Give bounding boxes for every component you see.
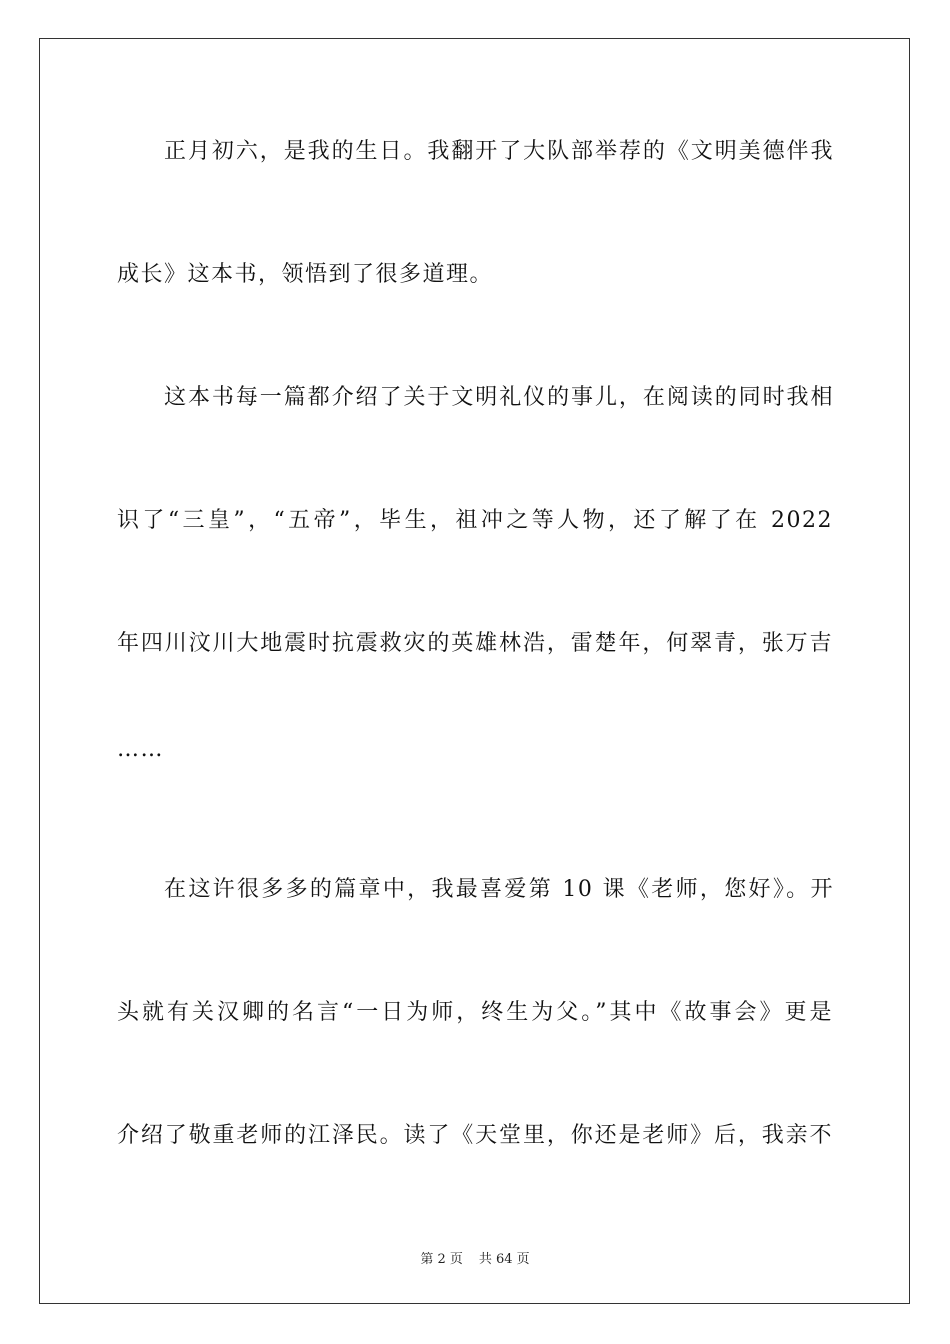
- paragraph-2-line-4: ……: [117, 737, 164, 762]
- paragraph-2-line-1: 这本书每一篇都介绍了关于文明礼仪的事儿，在阅读的同时我相: [164, 385, 834, 410]
- page-total: 共 64 页: [478, 1252, 530, 1267]
- paragraph-1-line-1: 正月初六，是我的生日。我翻开了大队部举荐的《文明美德伴我: [164, 139, 834, 164]
- paragraph-2-line-3: 年四川汶川大地震时抗震救灾的英雄林浩，雷楚年，何翠青，张万吉: [117, 631, 833, 656]
- paragraph-3-line-1: 在这许很多多的篇章中，我最喜爱第 10 课《老师，您好》。开: [164, 877, 834, 902]
- page-frame: [39, 38, 910, 1304]
- page-footer: [0, 1248, 950, 1267]
- page-number: 第 2 页: [420, 1252, 463, 1267]
- paragraph-1-line-2: 成长》这本书，领悟到了很多道理。: [117, 262, 494, 287]
- paragraph-3-line-3: 介绍了敬重老师的江泽民。读了《天堂里，你还是老师》后，我亲不: [117, 1123, 833, 1148]
- paragraph-3-line-2: 头就有关汉卿的名言“一日为师，终生为父。”其中《故事会》更是: [117, 1000, 833, 1025]
- paragraph-2-line-2: 识了“三皇”，“五帝”，毕生，祖冲之等人物，还了解了在 2022: [117, 508, 833, 533]
